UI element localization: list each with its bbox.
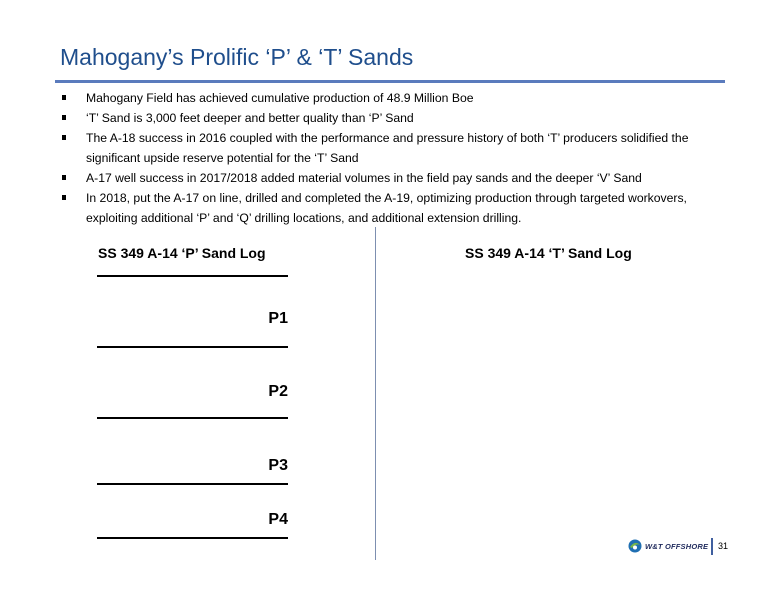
sand-boundary-line — [97, 483, 288, 485]
bullet-text: ‘T’ Sand is 3,000 feet deeper and better quality than ‘P’ Sand — [86, 111, 414, 125]
logo-swirl-icon — [628, 539, 642, 553]
slide-title: Mahogany’s Prolific ‘P’ & ‘T’ Sands — [60, 44, 414, 70]
bullet-marker-icon — [62, 135, 66, 140]
bullet-marker-icon — [62, 115, 66, 120]
bullet-item — [62, 188, 722, 228]
sand-label-p4: P4 — [268, 511, 288, 528]
title-underline — [55, 80, 725, 83]
bullet-marker-icon — [62, 95, 66, 100]
sand-boundary-line — [97, 417, 288, 419]
company-logo — [628, 538, 708, 554]
bullet-text: Mahogany Field has achieved cumulative production of 48.9 Million Boe — [86, 91, 474, 105]
bullet-item — [62, 108, 722, 128]
sand-top-line — [97, 275, 288, 277]
sand-bottom-line — [97, 537, 288, 539]
footer-separator — [711, 538, 713, 555]
column-divider — [375, 227, 376, 560]
bullet-marker-icon — [62, 175, 66, 180]
bullet-item — [62, 168, 722, 188]
sand-boundary-line — [97, 346, 288, 348]
sand-label-p2: P2 — [268, 383, 288, 400]
bullet-list — [62, 88, 722, 228]
logo-text: W&T OFFSHORE — [645, 541, 709, 551]
bullet-item — [62, 88, 722, 108]
sand-label-p1: P1 — [268, 310, 288, 327]
bullet-text: The A-18 success in 2016 coupled with the performance and pressure history of both ‘T’ producers solidified the significant upside reserve potential for the ‘T’ Sand — [86, 131, 689, 165]
t-sand-log-title: SS 349 A-14 ‘T’ Sand Log — [465, 245, 632, 261]
sand-label-p3: P3 — [268, 457, 288, 474]
bullet-text: A-17 well success in 2017/2018 added material volumes in the field pay sands and the deeper ‘V’ Sand — [86, 171, 642, 185]
p-sand-log-title: SS 349 A-14 ‘P’ Sand Log — [98, 245, 266, 261]
bullet-marker-icon — [62, 195, 66, 200]
bullet-text: In 2018, put the A-17 on line, drilled and completed the A-19, optimizing production through targeted workovers, exploiting additional ‘P’ and ‘Q’ drilling locations, and additional extension drilling. — [86, 191, 687, 225]
page-number: 31 — [718, 541, 729, 551]
bullet-item — [62, 128, 722, 168]
